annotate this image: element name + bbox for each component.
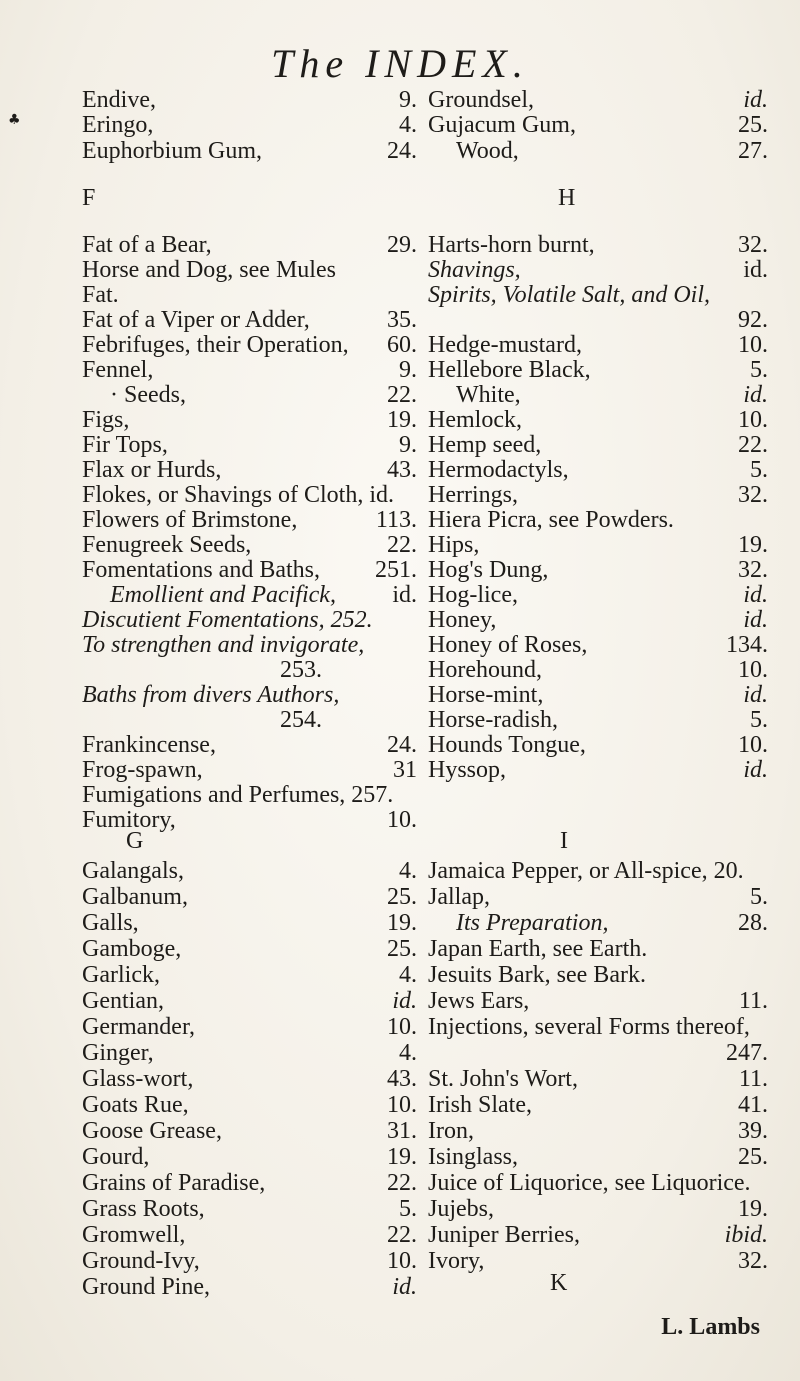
index-entry: Hermodactyls, 5. <box>428 457 768 483</box>
index-entry: Eringo, 4. <box>82 112 417 138</box>
index-entry: Baths from divers Authors, <box>82 682 340 708</box>
index-entry: Jujebs, 19. <box>428 1196 768 1222</box>
index-entry: Jamaica Pepper, or All-spice, 20. <box>428 858 744 884</box>
index-entry: Injections, several Forms thereof, <box>428 1014 750 1040</box>
index-entry: Fat of a Bear, 29. <box>82 232 417 258</box>
index-entry: Flowers of Brimstone, 113. <box>82 507 417 533</box>
index-entry: Flokes, or Shavings of Cloth, id. <box>82 482 395 508</box>
index-entry: Horse-radish, 5. <box>428 707 768 733</box>
index-entry: Figs, 19. <box>82 407 417 433</box>
index-entry: Isinglass, 25. <box>428 1144 768 1170</box>
index-entry: Fat of a Viper or Adder, 35. <box>82 307 417 333</box>
index-entry: Fenugreek Seeds, 22. <box>82 532 417 558</box>
index-entry: Juniper Berries, ibid. <box>428 1222 768 1248</box>
index-entry: Ivory, 32. <box>428 1248 768 1274</box>
index-entry-continuation: 253. <box>280 657 322 683</box>
index-entry: Shavings, id. <box>428 257 768 283</box>
index-entry: Jews Ears, 11. <box>428 988 768 1014</box>
index-entry: Endive, 9. <box>82 87 417 113</box>
index-entry: Hemlock, 10. <box>428 407 768 433</box>
index-entry: White, id. <box>456 382 768 408</box>
index-entry: Gamboge, 25. <box>82 936 417 962</box>
index-entry: Its Preparation, 28. <box>456 910 768 936</box>
index-entry: Fumigations and Perfumes, 257. <box>82 782 394 808</box>
catchword: L. Lambs <box>661 1314 760 1340</box>
index-entry: Ground Pine, id. <box>82 1274 417 1300</box>
index-entry-continuation: 254. <box>280 707 322 733</box>
index-entry: Discutient Fomentations, 252. <box>82 607 373 633</box>
index-entry: Glass-wort, 43. <box>82 1066 417 1092</box>
index-entry: Hiera Picra, see Powders. <box>428 507 674 533</box>
index-entry: Honey, id. <box>428 607 768 633</box>
page-title: The INDEX. <box>271 41 529 86</box>
index-entry: Febrifuges, their Operation, 60. <box>82 332 417 358</box>
index-entry: Flax or Hurds, 43. <box>82 457 417 483</box>
index-entry-continuation: 247. <box>726 1040 768 1066</box>
index-entry: Gourd, 19. <box>82 1144 417 1170</box>
index-entry: Hog's Dung, 32. <box>428 557 768 583</box>
index-entry: Herrings, 32. <box>428 482 768 508</box>
index-entry: Emollient and Pacifick, id. <box>110 582 417 608</box>
index-entry: Goose Grease, 31. <box>82 1118 417 1144</box>
index-entry: Fat. <box>82 282 119 308</box>
index-entry: Wood, 27. <box>456 138 768 164</box>
index-entry: Grass Roots, 5. <box>82 1196 417 1222</box>
index-entry: Goats Rue, 10. <box>82 1092 417 1118</box>
index-entry: Euphorbium Gum, 24. <box>82 138 417 164</box>
index-entry: Germander, 10. <box>82 1014 417 1040</box>
index-entry: Galangals, 4. <box>82 858 417 884</box>
index-entry: Ground-Ivy, 10. <box>82 1248 417 1274</box>
index-entry: Hips, 19. <box>428 532 768 558</box>
index-entry: Grains of Paradise, 22. <box>82 1170 417 1196</box>
index-entry: Juice of Liquorice, see Liquorice. <box>428 1170 751 1196</box>
index-entry: Gujacum Gum, 25. <box>428 112 768 138</box>
index-entry: Hellebore Black, 5. <box>428 357 768 383</box>
index-entry: Harts-horn burnt, 32. <box>428 232 768 258</box>
index-entry: Irish Slate, 41. <box>428 1092 768 1118</box>
index-entry: Hounds Tongue, 10. <box>428 732 768 758</box>
index-entry-continuation: 92. <box>738 307 768 333</box>
index-entry: Groundsel, id. <box>428 87 768 113</box>
margin-mark: ♣ <box>8 112 21 128</box>
index-entry: Honey of Roses, 134. <box>428 632 768 658</box>
index-entry: Frog-spawn, 31 <box>82 757 417 783</box>
index-entry: Jallap, 5. <box>428 884 768 910</box>
section-letter-k: K <box>550 1270 568 1296</box>
index-entry: Gentian, id. <box>82 988 417 1014</box>
index-entry: Galls, 19. <box>82 910 417 936</box>
index-entry: · Seeds, 22. <box>110 382 417 408</box>
index-entry: Galbanum, 25. <box>82 884 417 910</box>
section-letter-h: H <box>558 185 576 211</box>
index-entry: Hog-lice, id. <box>428 582 768 608</box>
section-letter-i: I <box>560 828 568 854</box>
index-entry: Iron, 39. <box>428 1118 768 1144</box>
index-entry: Spirits, Volatile Salt, and Oil, <box>428 282 711 308</box>
index-entry: Jesuits Bark, see Bark. <box>428 962 646 988</box>
index-entry: Frankincense, 24. <box>82 732 417 758</box>
index-entry: Fomentations and Baths, 251. <box>82 557 417 583</box>
index-entry: To strengthen and invigorate, <box>82 632 365 658</box>
section-letter-g: G <box>126 828 144 854</box>
index-entry: Fennel, 9. <box>82 357 417 383</box>
index-entry: Japan Earth, see Earth. <box>428 936 648 962</box>
index-entry: Horse-mint, id. <box>428 682 768 708</box>
index-entry: Hedge-mustard, 10. <box>428 332 768 358</box>
index-entry: Gromwell, 22. <box>82 1222 417 1248</box>
index-entry: Horehound, 10. <box>428 657 768 683</box>
index-entry: Horse and Dog, see Mules <box>82 257 336 283</box>
index-entry: Ginger, 4. <box>82 1040 417 1066</box>
section-letter-f: F <box>82 185 96 211</box>
index-entry: Fumitory, 10. <box>82 807 417 833</box>
index-entry: Fir Tops, 9. <box>82 432 417 458</box>
index-entry: Garlick, 4. <box>82 962 417 988</box>
index-entry: Hyssop, id. <box>428 757 768 783</box>
index-entry: St. John's Wort, 11. <box>428 1066 768 1092</box>
index-entry: Hemp seed, 22. <box>428 432 768 458</box>
